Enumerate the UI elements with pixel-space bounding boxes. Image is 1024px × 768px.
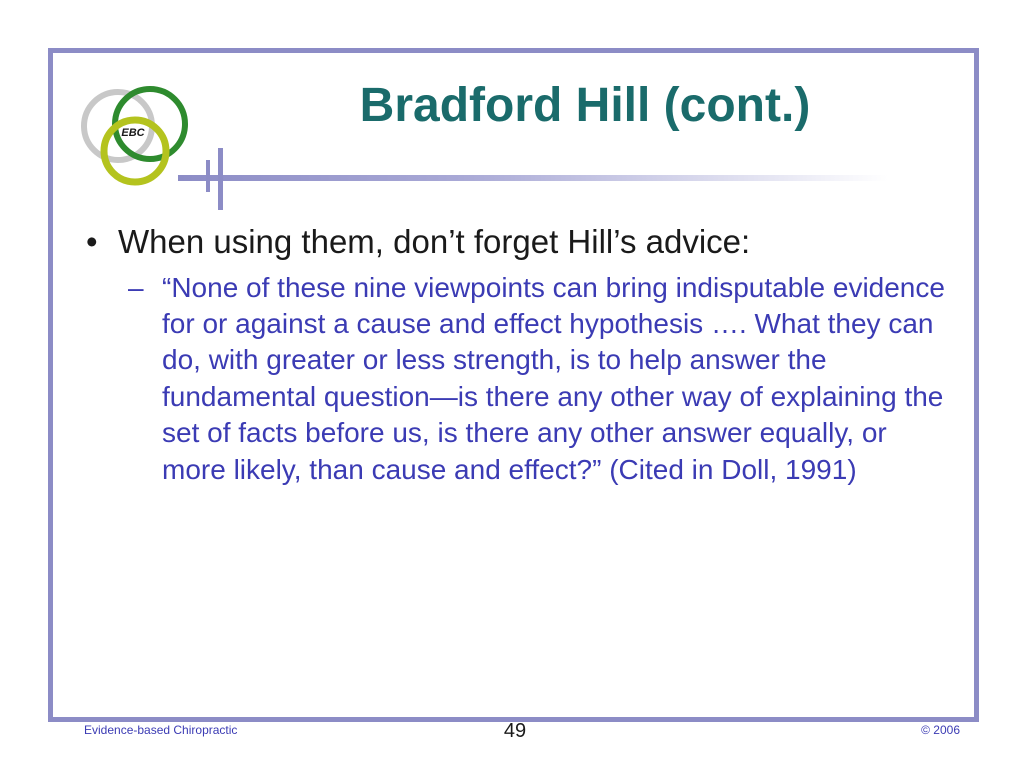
sub-bullet-text: “None of these nine viewpoints can bring indisputable evidence for or against a cause and effect hypothesis …. What they can do, with greater or less strength, is to help answer the fundamental question—is there any other way of explaining the set of facts before us, is there any other answer equally, or more likely, than cause and effect?” (Cited in Doll, 1991) (162, 271, 945, 485)
footer-copyright: © 2006 (921, 723, 960, 737)
slide-title: Bradford Hill (cont.) (359, 79, 811, 132)
title-rule-tick-large (218, 148, 223, 210)
bullet-text: When using them, don’t forget Hill’s advice: (118, 223, 751, 260)
ebc-logo (80, 84, 195, 189)
page-number: 49 (503, 720, 527, 742)
title-rule-tick-small (206, 160, 210, 192)
bullet-item (80, 222, 960, 262)
logo-text: EBC (121, 127, 145, 139)
sub-bullet-item (128, 270, 960, 488)
bullet-marker: • (86, 223, 98, 260)
title-underline (178, 175, 888, 181)
footer-left-text: Evidence-based Chiropractic (84, 723, 238, 737)
sub-bullet-marker: – (128, 271, 144, 303)
bullet-list (80, 222, 960, 488)
